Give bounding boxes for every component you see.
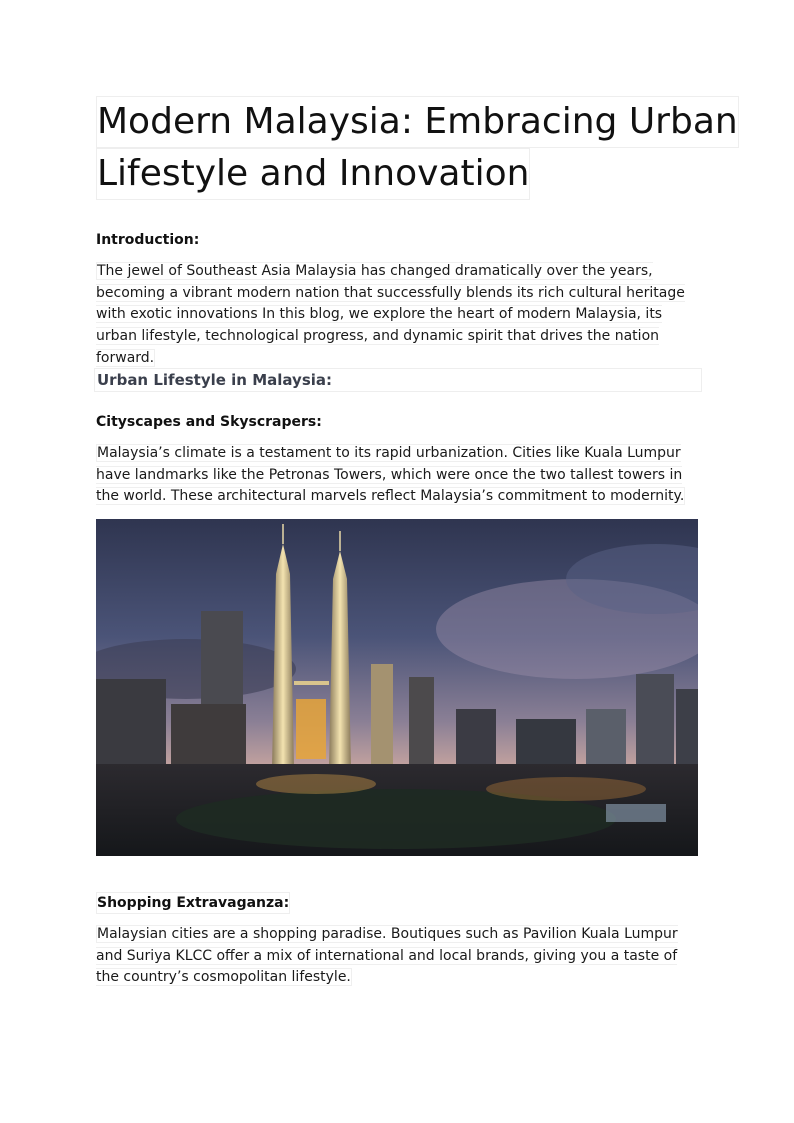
cityscape-label: Cityscapes and Skyscrapers: bbox=[96, 414, 322, 430]
article-title-line-1: Modern Malaysia: Embracing Urban bbox=[96, 96, 739, 148]
article-title-line-2: Lifestyle and Innovation bbox=[96, 148, 530, 200]
article-title bbox=[96, 96, 738, 200]
cityscape-paragraph bbox=[96, 443, 696, 508]
intro-text: The jewel of Southeast Asia Malaysia has changed dramatically over the years, becoming a vibrant modern nation that successfully blends its rich cultural heritage with exotic innovations In this blog, we explore the heart of modern Malaysia, its urban lifestyle, technological progress, and dynamic spirit that drives the nation forward. bbox=[96, 263, 685, 366]
intro-label: Introduction: bbox=[96, 232, 200, 248]
kuala-lumpur-skyline-photo bbox=[96, 519, 698, 856]
cityscape-text: Malaysia’s climate is a testament to its rapid urbanization. Cities like Kuala Lumpur have landmarks like the Petronas Towers, which were once the two tallest towers in the world. These architectural marvels reflect Malaysia’s commitment to modernity. bbox=[96, 445, 685, 505]
section-heading-urban-lifestyle: Urban Lifestyle in Malaysia: bbox=[94, 368, 702, 392]
intro-paragraph bbox=[96, 261, 696, 370]
shopping-label bbox=[96, 892, 290, 914]
shopping-label-text: Shopping Extravaganza: bbox=[96, 892, 290, 914]
shopping-paragraph bbox=[96, 924, 696, 989]
shopping-text: Malaysian cities are a shopping paradise. Boutiques such as Pavilion Kuala Lumpur and Suriya KLCC offer a mix of international and local brands, giving you a taste of the country’s cosmopolitan lifestyle. bbox=[96, 926, 678, 986]
